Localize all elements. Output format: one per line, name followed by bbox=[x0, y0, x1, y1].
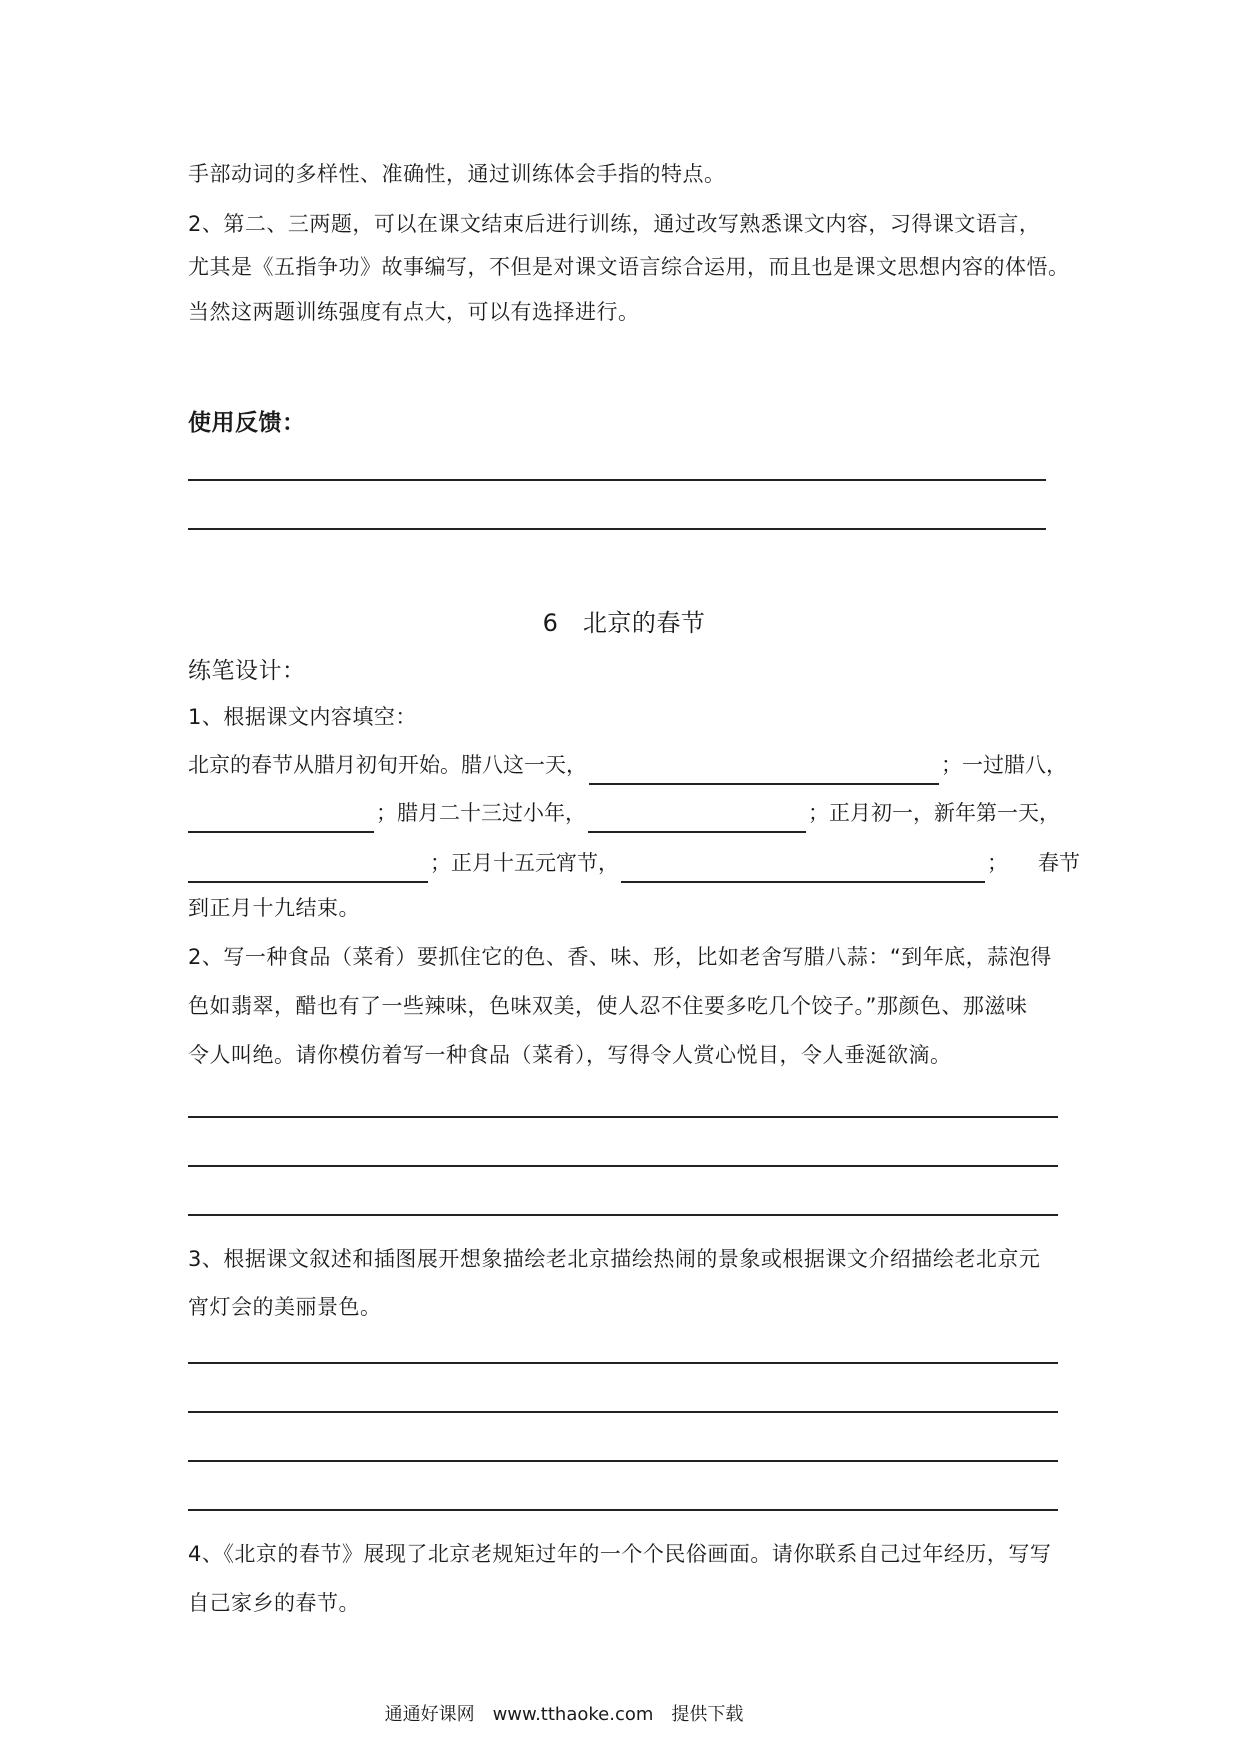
q3-line-1: 3、根据课文叙述和插图展开想象描绘老北京描绘热闹的景象或根据课文介绍描绘老北京元 bbox=[188, 1247, 1041, 1271]
q1-blank-1[interactable] bbox=[589, 753, 939, 785]
q3-answer-line-3[interactable] bbox=[188, 1460, 1058, 1462]
q2-line-2: 色如翡翠，醋也有了一些辣味，色味双美，使人忍不住要多吃几个饺子。”那颜色、那滋味 bbox=[188, 994, 1028, 1018]
lesson-title: 6 北京的春节 bbox=[542, 609, 706, 637]
feedback-line-1[interactable] bbox=[188, 479, 1046, 481]
q2-answer-line-1[interactable] bbox=[188, 1116, 1058, 1118]
feedback-line-2[interactable] bbox=[188, 528, 1046, 530]
q2-answer-line-3[interactable] bbox=[188, 1214, 1058, 1216]
q4-line-1: 4、《北京的春节》展现了北京老规矩过年的一个个民俗画面。请你联系自己过年经历，写写 bbox=[188, 1542, 1052, 1566]
q2-line-1: 2、写一种食品（菜肴）要抓住它的色、香、味、形，比如老舍写腊八蒜：“到年底，蒜泡得 bbox=[188, 945, 1052, 969]
q1-line1-text: 北京的春节从腊月初旬开始。腊八这一天， bbox=[188, 753, 587, 777]
feedback-heading: 使用反馈： bbox=[188, 410, 306, 436]
q3-answer-line-1[interactable] bbox=[188, 1362, 1058, 1364]
q1-line2-b: ；正月初一，新年第一天， bbox=[808, 801, 1060, 825]
intro-line-1: 手部动词的多样性、准确性，通过训练体会手指的特点。 bbox=[188, 162, 726, 186]
q1-line3-end: 春节 bbox=[1038, 851, 1080, 875]
q3-answer-line-2[interactable] bbox=[188, 1411, 1058, 1413]
q3-line-2: 宵灯会的美丽景色。 bbox=[188, 1295, 382, 1319]
q1-blank-4[interactable] bbox=[188, 851, 428, 883]
q1-line-1 bbox=[188, 745, 1067, 785]
q1-prompt: 1、根据课文内容填空： bbox=[188, 705, 417, 729]
page-footer: 通通好课网 www.tthaoke.com 提供下载 bbox=[384, 1704, 744, 1725]
q1-blank-2[interactable] bbox=[188, 801, 374, 833]
q1-line-3 bbox=[188, 843, 1080, 883]
intro-line-3: 尤其是《五指争功》故事编写，不但是对课文语言综合运用，而且也是课文思想内容的体悟。 bbox=[188, 255, 1070, 279]
q1-line-4: 到正月十九结束。 bbox=[188, 896, 360, 920]
q1-line-2 bbox=[188, 793, 1060, 833]
q4-line-2: 自己家乡的春节。 bbox=[188, 1591, 360, 1615]
q1-line1-end: ；一过腊八， bbox=[941, 753, 1067, 777]
q1-blank-3[interactable] bbox=[588, 801, 806, 833]
intro-line-2: 2、第二、三两题，可以在课文结束后进行训练，通过改写熟悉课文内容，习得课文语言， bbox=[188, 212, 1041, 236]
section-heading: 练笔设计： bbox=[188, 658, 306, 684]
document-page bbox=[188, 0, 1080, 1754]
q1-line3-b: ； bbox=[987, 851, 1008, 875]
q1-line3-a: ；正月十五元宵节， bbox=[430, 851, 619, 875]
q2-line-3: 令人叫绝。请你模仿着写一种食品（菜肴），写得令人赏心悦目，令人垂涎欲滴。 bbox=[188, 1043, 952, 1067]
q1-line2-a: ；腊月二十三过小年， bbox=[376, 801, 586, 825]
q2-answer-line-2[interactable] bbox=[188, 1165, 1058, 1167]
q1-blank-5[interactable] bbox=[621, 851, 985, 883]
intro-line-4: 当然这两题训练强度有点大，可以有选择进行。 bbox=[188, 300, 640, 324]
q3-answer-line-4[interactable] bbox=[188, 1509, 1058, 1511]
